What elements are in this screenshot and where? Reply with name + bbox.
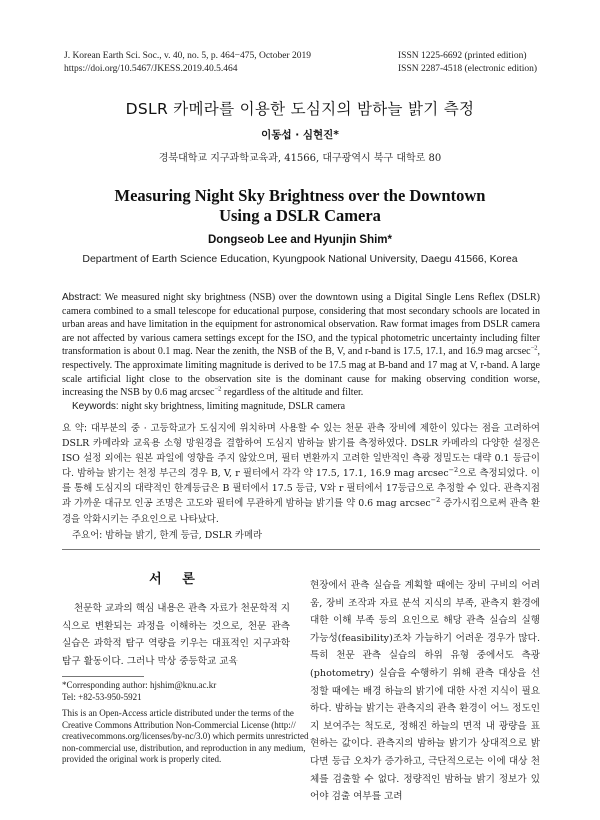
korean-authors: 이동섭 · 심현진*: [261, 129, 339, 141]
license-line-1: This is an Open-Access article distributed under the terms of the: [62, 708, 294, 718]
korean-abstract-text-2: 으로 측정되었다. 이를 통해 도심지의 대략적인 한계등급은 B 필터에서 17.5 등급, V와 r 필터에서 17등급으로 추정할 수 있다. 관측지점과 가까운 대규모 인공 조명은 고도와 필터에 무관하게 밤하늘 밝기를 약 0.6 mag arcsec: [62, 468, 540, 510]
left-column: [62, 600, 290, 670]
corresponding-tel: Tel: +82-53-950-5921: [62, 691, 142, 702]
journal-citation: J. Korean Earth Sci. Soc., v. 40, no. 5, p. 464−475, October 2019: [64, 51, 311, 61]
license-line-4: non-commercial use, distribution, and reproduction in any medium,: [62, 742, 306, 753]
korean-abstract-label: 요 약:: [62, 423, 88, 434]
issn-electronic: ISSN 2287-4518 (electronic edition): [398, 64, 538, 74]
english-keywords: [72, 401, 542, 412]
abstract-label: Abstract:: [62, 292, 102, 303]
corresponding-email[interactable]: *Corresponding author: hjshim@knu.ac.kr: [62, 680, 217, 690]
intro-paragraph-left: 천문학 교과의 핵심 내용은 관측 자료가 천문학적 지식으로 변환되는 과정을 이해하는 것으로, 천문 관측 실습은 과학적 탐구 역량을 키우는 대표적인 지구과학 탐구 활동이다. 그러나 막상 중등학교 교육: [62, 603, 290, 667]
right-column: [310, 577, 540, 806]
license-line-5: provided the original work is properly cited.: [62, 754, 222, 765]
corresponding-author-footnote: [62, 680, 290, 703]
journal-header: [64, 50, 311, 76]
korean-affiliation: 경북대학교 지구과학교육과, 41566, 대구광역시 북구 대학로 80: [158, 153, 442, 164]
abstract-sup-2: −2: [214, 385, 222, 393]
english-title-line-2: Using a DSLR Camera: [219, 206, 381, 225]
license-line-3: creativecommons.org/licenses/by-nc/3.0) which permits unrestricted: [62, 731, 309, 742]
keywords-label: Keywords:: [72, 401, 119, 412]
abstract-text-3: regardless of the altitude and filter.: [221, 387, 364, 399]
license-line-2: Creative Commons Attribution Non-Commercial License (http://: [62, 719, 296, 730]
korean-abstract: [62, 421, 540, 527]
korean-abstract-text-3: 증가시킴으로써 관측 환경을 악화시키는 주요인으로 나타났다.: [62, 498, 540, 525]
introduction-heading: 서 론: [149, 572, 203, 587]
korean-abstract-sup-1: −2: [448, 466, 459, 475]
issn-print: ISSN 1225-6692 (printed edition): [398, 51, 527, 61]
korean-title: DSLR 카메라를 이용한 도심지의 밤하늘 밝기 측정: [125, 100, 475, 118]
korean-keywords-text: 밤하늘 밝기, 한계 등급, DSLR 카메라: [102, 530, 263, 541]
korean-keywords: [72, 527, 262, 541]
issn-header: [398, 50, 537, 76]
abstract-text-1: We measured night sky brightness (NSB) over the downtown using a Digital Single Lens Reflex (DSLR) camera combined to a small telescope for educational purpose, considering that most secondary schools are located in urban areas and have limitation in the equipment for astronomical observation. Raw format images from DSLR camera are not affected by various camera settings except for the ISO, and the typical photometric uncertainty including filter transformation is about 0.1 mag. Near the zenith, the NSB of the B, V, and r-band is 17.5, 17.1, and 16.9 mag arcsec: [62, 292, 540, 358]
korean-abstract-text-1: 대부분의 중 · 고등학교가 도심지에 위치하며 사용할 수 있는 천문 관측 장비에 제한이 있다는 점을 고려하여 DSLR 카메라와 교육용 소형 망원경을 결합하여 도심지 밤하늘 밝기를 측정하였다. DSLR 카메라의 다양한 설정은 ISO 설정 외에는 원본 파일에 영향을 주지 않았으며, 필터 변환까지 고려한 일반적인 측광 정밀도는 대략 0.1 등급이다. 밤하늘 밝기는 천정 부근의 경우 B, V, r 필터에서 각각 약 17.5, 17.1, 16.9 mag arcsec: [62, 423, 540, 480]
abstract-text-2: , respectively. The approximate limiting magnitude is derived to be 17.5 mag at B-band and 17 mag at V, r-band. A large scale artificial light close to the observation site is the dominant cause for making observing condition worse, increasing the NSB by 0.6 mag arcsec: [62, 346, 540, 399]
korean-keywords-label: 주요어:: [72, 530, 103, 541]
english-title: [0, 186, 600, 226]
doi-link[interactable]: https://doi.org/10.5467/JKESS.2019.40.5.464: [64, 64, 238, 74]
keywords-text: night sky brightness, limiting magnitude, DSLR camera: [118, 401, 346, 412]
english-affiliation: Department of Earth Science Education, Kyungpook National University, Daegu 41566, Korea: [82, 253, 518, 265]
abstract-sup-1: −2: [530, 345, 538, 353]
english-abstract: [62, 291, 540, 400]
section-divider: [62, 549, 540, 550]
footnote-divider: [62, 676, 144, 677]
english-authors: Dongseob Lee and Hyunjin Shim*: [207, 234, 393, 246]
korean-abstract-sup-2: −2: [430, 496, 441, 505]
english-title-line-1: Measuring Night Sky Brightness over the Downtown: [114, 186, 486, 205]
license-notice: [62, 708, 309, 766]
intro-paragraph-right: 현장에서 관측 실습을 계획할 때에는 장비 구비의 어려움, 장비 조작과 자료 분석 지식의 부족, 관측지 환경에 대한 이해 부족 등의 요인으로 해당 관측 실습의 실행 가능성(feasibility)조차 가늠하기 어려운 경우가 많다. 특히 천문 관측 실습의 하위 유형 중에서도 측광(photometry) 실습을 수행하기 위해 관측 대상을 선정할 때에는 배경 하늘의 밝기에 대한 사전 지식이 필요하다. 밤하늘 밝기는 관측지의 관측 환경이 어느 정도인지 보여주는 척도로, 정해진 하늘의 면적 내 광량을 표현하는 값이다. 관측지의 밤하늘 밝기가 상대적으로 밝다면 등급 오차가 증가하고, 극단적으로는 이에 대상 천체를 검출할 수 없다. 정량적인 밤하늘 밝기 정보가 있어야 검출 여부를 고려: [310, 580, 540, 803]
